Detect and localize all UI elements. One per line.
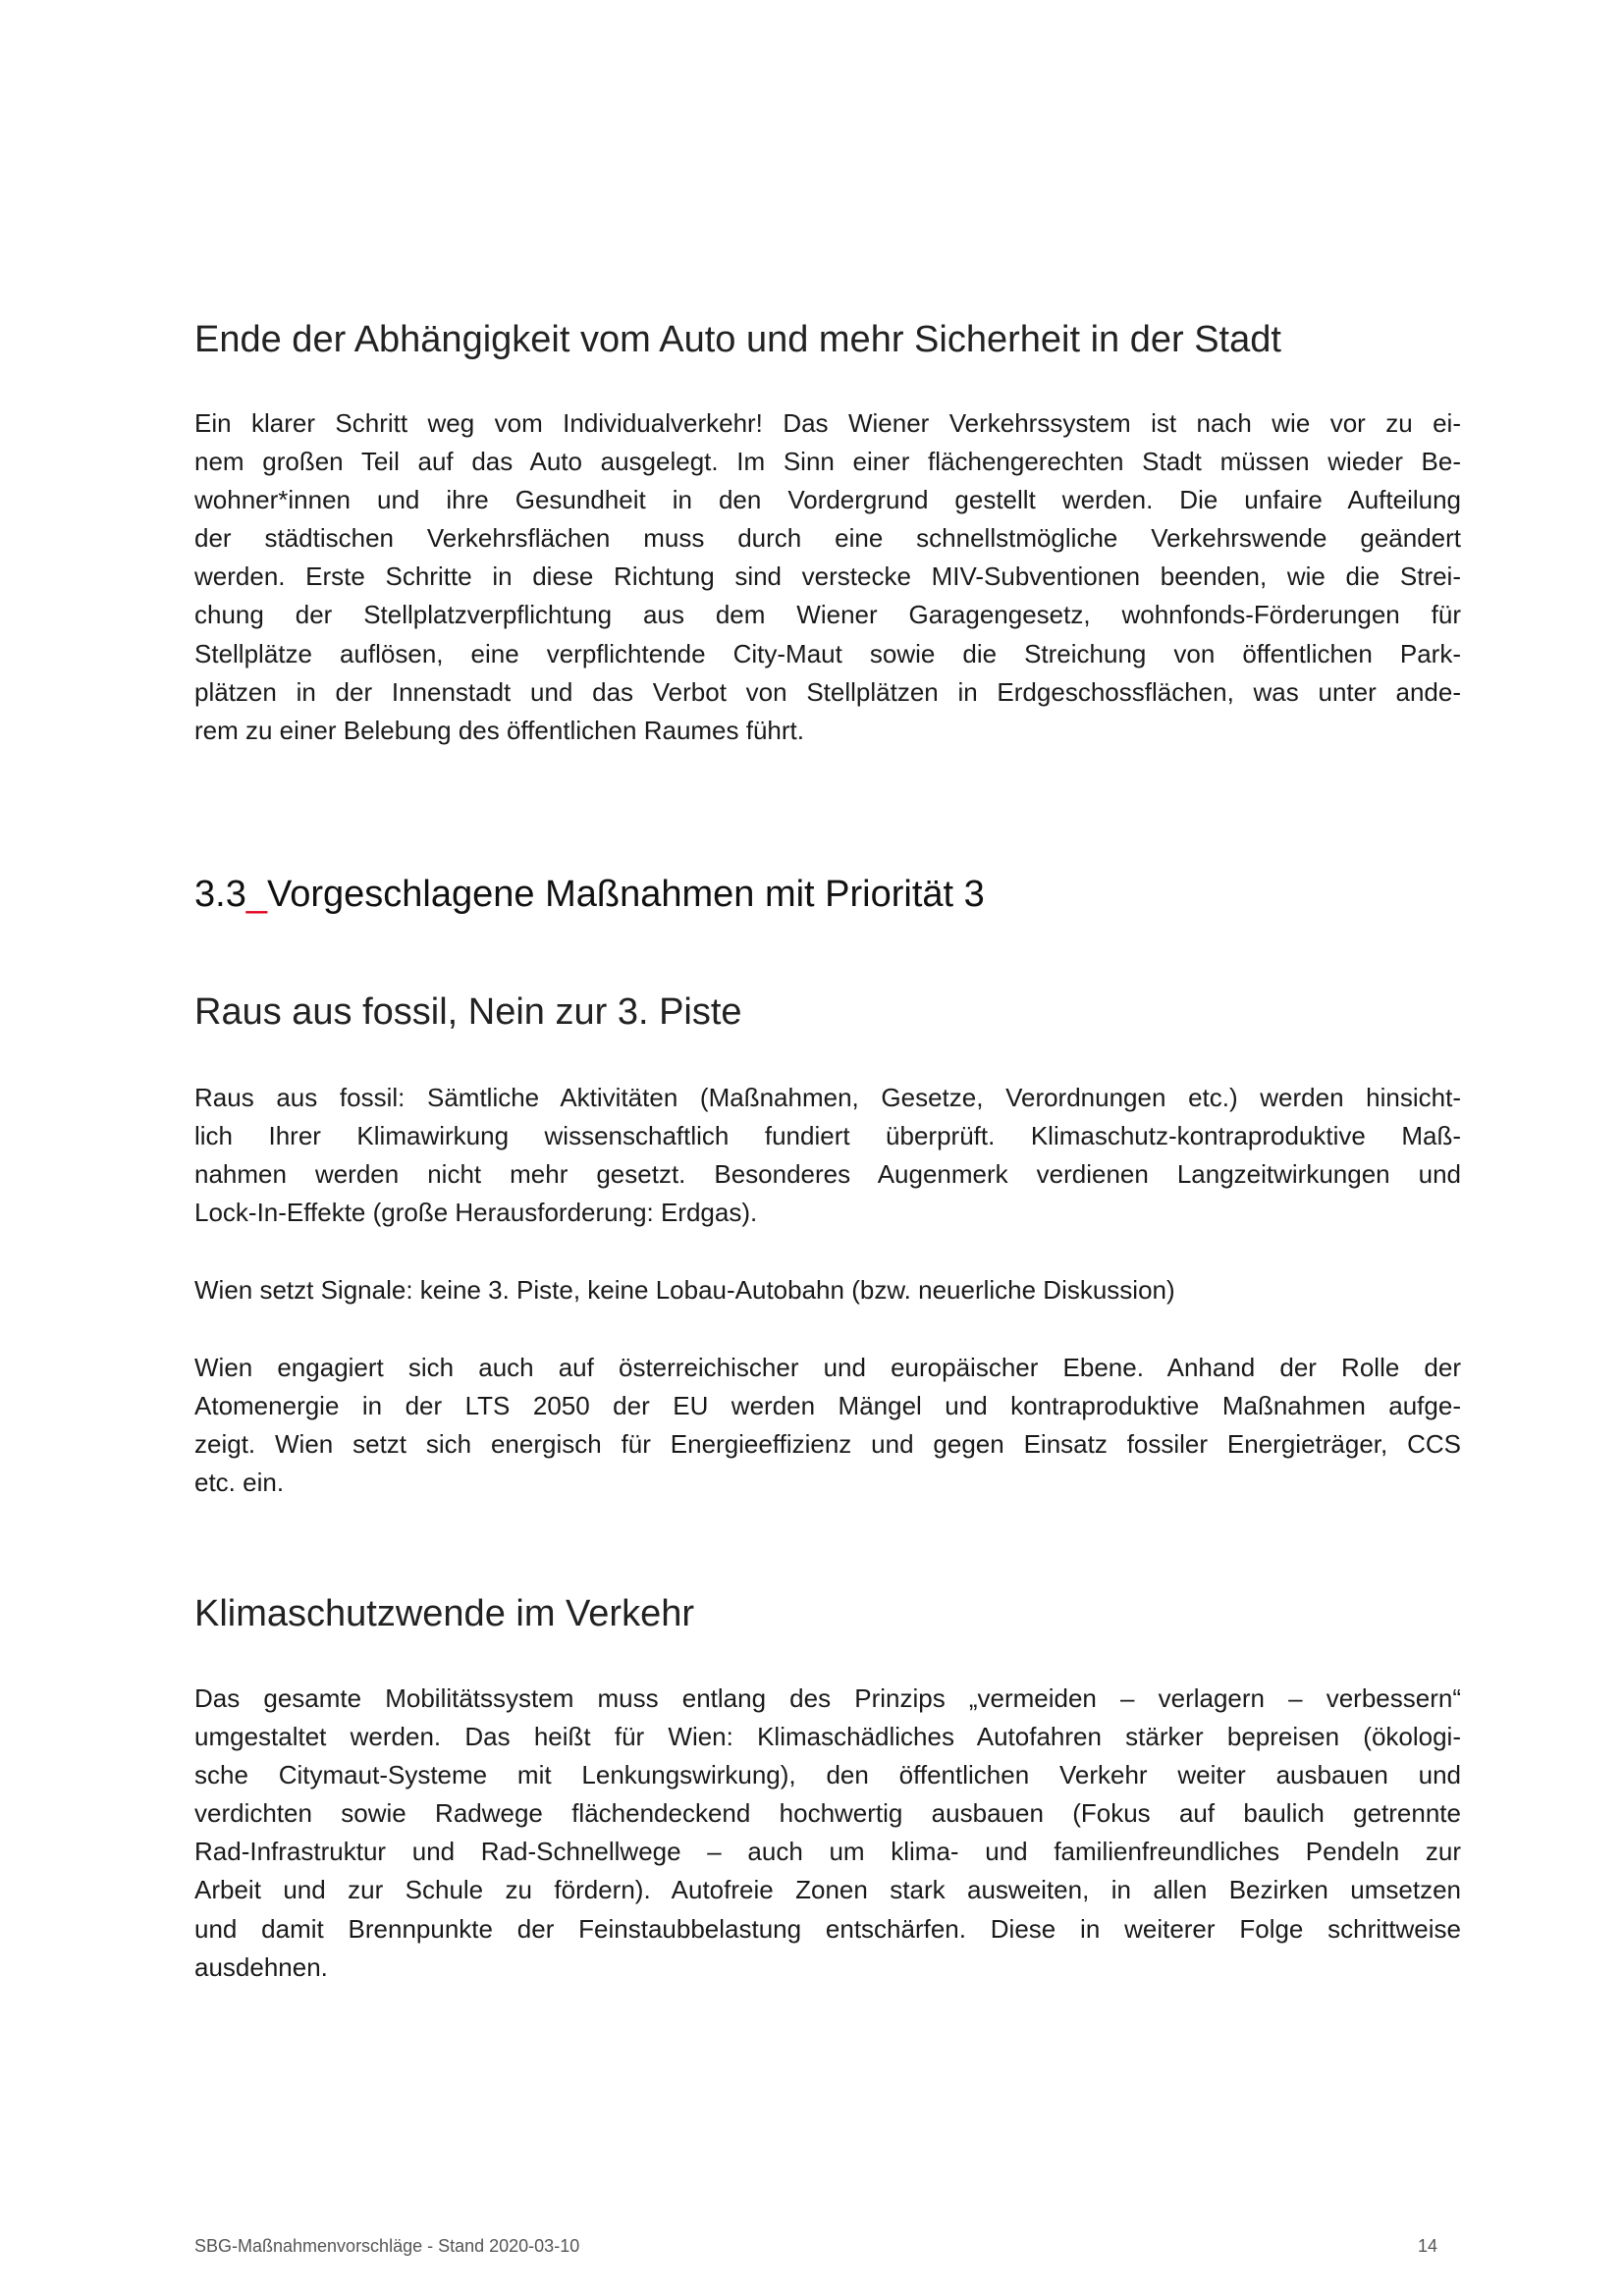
text-line: umgestaltet werden. Das heißt für Wien: Klimaschädliches Autofahren stärker bepreisen (ökologi- xyxy=(194,1722,1461,1752)
text-line: Wien setzt Signale: keine 3. Piste, keine Lobau-Autobahn (bzw. neuerliche Diskussion) xyxy=(194,1275,1175,1305)
section-number: 3.3 xyxy=(194,874,246,915)
paragraph-verkehr xyxy=(194,1680,1461,1987)
section-title: Vorgeschlagene Maßnahmen mit Priorität 3 xyxy=(266,874,985,915)
text-line: wohner*innen und ihre Gesundheit in den Vordergrund gestellt werden. Die unfaire Aufteilung xyxy=(194,485,1461,515)
text-line: Rad-Infrastruktur und Rad-Schnellwege – auch um klima- und familienfreundliches Pendeln zur xyxy=(194,1837,1461,1867)
text-line: Ein klarer Schritt weg vom Individualverkehr! Das Wiener Verkehrssystem ist nach wie vor zu ei- xyxy=(194,408,1461,438)
text-line: Wien engagiert sich auch auf österreichischer und europäischer Ebene. Anhand der Rolle der xyxy=(194,1353,1461,1382)
heading-auto: Ende der Abhängigkeit vom Auto und mehr Sicherheit in der Stadt xyxy=(194,319,1281,360)
text-line: Das gesamte Mobilitätssystem muss entlang des Prinzips „vermeiden – verlagern – verbessern“ xyxy=(194,1683,1461,1713)
heading-verkehr: Klimaschutzwende im Verkehr xyxy=(194,1593,694,1634)
paragraph-fossil-3 xyxy=(194,1349,1461,1502)
text-line: Stellplätze auflösen, eine verpflichtende City-Maut sowie die Streichung von öffentlichen Park- xyxy=(194,638,1461,668)
text-line: nem großen Teil auf das Auto ausgelegt. Im Sinn einer flächengerechten Stadt müssen wieder Be- xyxy=(194,447,1461,477)
footer-document-title: SBG-Maßnahmenvorschläge - Stand 2020-03-10 xyxy=(194,2236,580,2256)
text-line: sche Citymaut-Systeme mit Lenkungswirkung), den öffentlichen Verkehr weiter ausbauen und xyxy=(194,1760,1461,1790)
text-line: der städtischen Verkehrsflächen muss durch eine schnellstmögliche Verkehrswende geändert xyxy=(194,523,1461,554)
text-line: und damit Brennpunkte der Feinstaubbelastung entschärfen. Diese in weiterer Folge schrittweise xyxy=(194,1913,1461,1944)
text-line: rem zu einer Belebung des öffentlichen Raumes führt. xyxy=(194,715,804,745)
text-line: nahmen werden nicht mehr gesetzt. Besonderes Augenmerk verdienen Langzeitwirkungen und xyxy=(194,1159,1461,1190)
text-line: Atomenergie in der LTS 2050 der EU werden Mängel und kontraproduktive Maßnahmen aufge- xyxy=(194,1391,1461,1421)
text-line: zeigt. Wien setzt sich energisch für Energieeffizienz und gegen Einsatz fossiler Energieträger, CCS xyxy=(194,1429,1461,1460)
section-separator: _ xyxy=(245,874,267,915)
paragraph-auto xyxy=(194,404,1461,750)
text-line: ausdehnen. xyxy=(194,1951,328,1982)
footer-page-number: 14 xyxy=(1417,2236,1437,2256)
text-line: lich Ihrer Klimawirkung wissenschaftlich fundiert überprüft. Klimaschutz-kontraproduktive Maß- xyxy=(194,1121,1461,1151)
text-line: plätzen in der Innenstadt und das Verbot von Stellplätzen in Erdgeschossflächen, was unter ande- xyxy=(194,676,1461,707)
text-line: Arbeit und zur Schule zu fördern). Autofreie Zonen stark ausweiten, in allen Bezirken umsetzen xyxy=(194,1875,1461,1905)
heading-fossil: Raus aus fossil, Nein zur 3. Piste xyxy=(194,991,742,1033)
section-heading-3-3 xyxy=(194,871,1461,918)
paragraph-fossil-2 xyxy=(194,1271,1461,1309)
text-line: werden. Erste Schritte in diese Richtung sind verstecke MIV-Subventionen beenden, wie die Strei- xyxy=(194,561,1461,592)
text-line: Raus aus fossil: Sämtliche Aktivitäten (Maßnahmen, Gesetze, Verordnungen etc.) werden hinsicht- xyxy=(194,1083,1461,1112)
text-line: Lock-In-Effekte (große Herausforderung: Erdgas). xyxy=(194,1198,758,1228)
paragraph-fossil-1 xyxy=(194,1079,1461,1232)
text-line: chung der Stellplatzverpflichtung aus dem Wiener Garagengesetz, wohnfonds-Förderungen für xyxy=(194,600,1461,630)
text-line: verdichten sowie Radwege flächendeckend hochwertig ausbauen (Fokus auf baulich getrennte xyxy=(194,1798,1461,1829)
text-line: etc. ein. xyxy=(194,1468,285,1498)
